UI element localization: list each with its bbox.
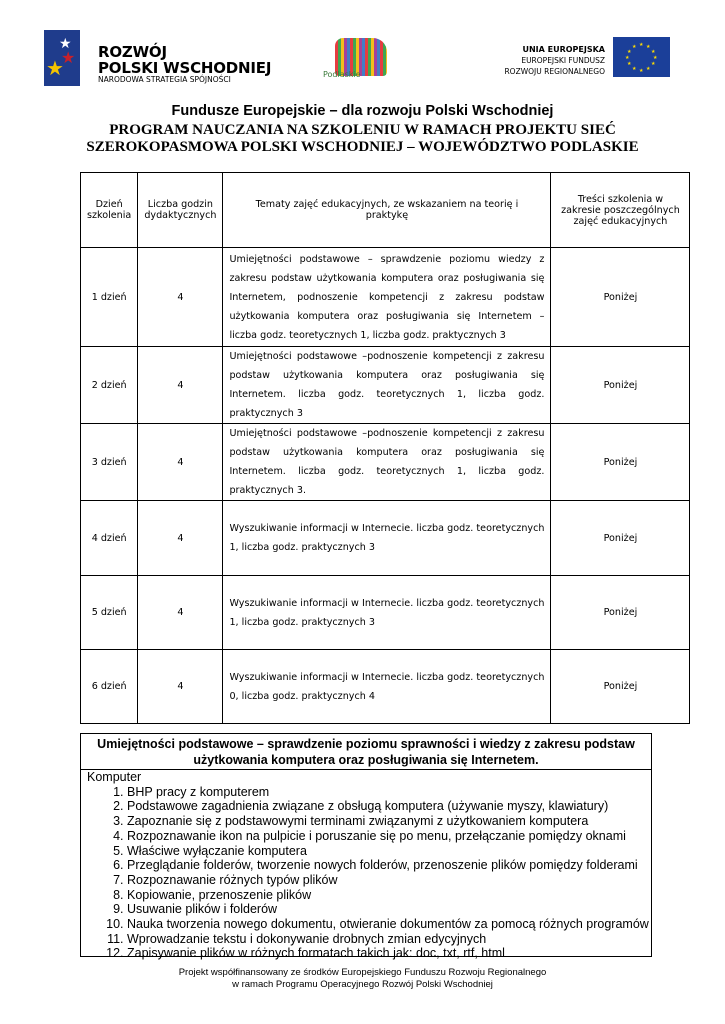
document-title: Fundusze Europejskie – dla rozwoju Polski Wschodniej — [171, 103, 554, 119]
cell-topic: Wyszukiwanie informacji w Internecie. liczba godz. teoretycznych 1, liczba godz. praktycznych 3 — [223, 501, 551, 576]
cell-hours: 4 — [138, 650, 223, 724]
program-title-line1: PROGRAM NAUCZANIA NA SZKOLENIU W RAMACH PROJEKTU SIEĆ — [109, 122, 616, 138]
table-row — [81, 576, 690, 650]
table-row — [81, 650, 690, 724]
cell-day: 2 dzień — [81, 347, 138, 424]
header-hours: Liczba godzin dydaktycznych — [138, 173, 223, 248]
cell-content: Poniżej — [551, 576, 690, 650]
skills-section — [80, 733, 652, 961]
header-topics: Tematy zajęć edukacyjnych, ze wskazaniem na teorię i praktykę — [223, 173, 551, 248]
cell-topic: Umiejętności podstawowe –podnoszenie kompetencji z zakresu podstaw użytkowania komputera oraz posługiwania się Internetem. liczba godz. teoretycznych 1, liczba godz. praktycznych 3 — [223, 347, 551, 424]
cell-hours: 4 — [138, 248, 223, 347]
table-row — [81, 501, 690, 576]
cell-hours: 4 — [138, 501, 223, 576]
eu-line2: EUROPEJSKI FUNDUSZ — [521, 56, 605, 65]
list-item: 4. Rozpoznawanie ikon na pulpicie i poruszanie się po menu, przełączanie pomiędzy oknami — [127, 829, 651, 844]
cell-day: 1 dzień — [81, 248, 138, 347]
program-table — [80, 172, 690, 724]
cell-day: 4 dzień — [81, 501, 138, 576]
logo-left-tagline: NARODOWA STRATEGIA SPÓJNOŚCI — [98, 75, 231, 84]
list-item: 5. Właściwe wyłączanie komputera — [127, 844, 651, 859]
topic-list — [81, 785, 651, 961]
program-title-line2: SZEROKOPASMOWA POLSKI WSCHODNIEJ – WOJEWÓDZTWO PODLASKIE — [86, 139, 639, 155]
cell-content: Poniżej — [551, 501, 690, 576]
table-header-row — [81, 173, 690, 248]
logo-left-text — [98, 44, 271, 76]
logo-left-line1: ROZWÓJ — [98, 43, 167, 61]
cell-day: 5 dzień — [81, 576, 138, 650]
list-item: 8. Kopiowanie, przenoszenie plików — [127, 888, 651, 903]
table-row — [81, 347, 690, 424]
section-heading: Umiejętności podstawowe – sprawdzenie poziomu sprawności i wiedzy z zakresu podstaw użytkowania komputera oraz posługiwania się Internetem. — [81, 734, 651, 770]
footer-line1: Projekt współfinansowany ze środków Europejskiego Funduszu Rozwoju Regionalnego — [178, 967, 547, 978]
eu-line1: UNIA EUROPEJSKA — [522, 45, 605, 54]
table-row — [81, 248, 690, 347]
cell-hours: 4 — [138, 347, 223, 424]
program-title — [0, 122, 725, 156]
cell-content: Poniżej — [551, 347, 690, 424]
cell-content: Poniżej — [551, 248, 690, 347]
cell-hours: 4 — [138, 576, 223, 650]
footer — [0, 967, 725, 991]
cell-content: Poniżej — [551, 650, 690, 724]
cell-day: 6 dzień — [81, 650, 138, 724]
list-item: 7. Rozpoznawanie różnych typów plików — [127, 873, 651, 888]
list-item: 2. Podstawowe zagadnienia związane z obsługą komputera (używanie myszy, klawiatury) — [127, 799, 651, 814]
list-item: 10. Nauka tworzenia nowego dokumentu, otwieranie dokumentów za pomocą różnych programów — [127, 917, 651, 932]
cell-topic: Wyszukiwanie informacji w Internecie. liczba godz. teoretycznych 1, liczba godz. praktycznych 3 — [223, 576, 551, 650]
header-day: Dzień szkolenia — [81, 173, 138, 248]
list-item: 9. Usuwanie plików i folderów — [127, 902, 651, 917]
eu-text — [490, 44, 605, 77]
podlaskie-label: Podlaskie — [323, 70, 361, 79]
cell-topic: Umiejętności podstawowe – sprawdzenie poziomu wiedzy z zakresu podstaw użytkowania komputera oraz posługiwania się Internetem, podnoszenie kompetencji z zakresu podstaw użytkowania komputera oraz posługiwania się Internetem – liczba godz. teoretycznych 1, liczba godz. praktycznych 3 — [223, 248, 551, 347]
logo-left-line2: POLSKI WSCHODNIEJ — [98, 59, 272, 77]
cell-content: Poniżej — [551, 424, 690, 501]
cell-hours: 4 — [138, 424, 223, 501]
eu-flag-icon: ★ ★ ★ ★ ★ ★ ★ ★ ★ ★ ★ ★ — [613, 37, 670, 77]
section-subheading: Komputer — [87, 770, 142, 784]
list-item: 12. Zapisywanie plików w różnych formatach takich jak: doc, txt, rtf, html — [127, 946, 651, 961]
cell-day: 3 dzień — [81, 424, 138, 501]
header-content: Treści szkolenia w zakresie poszczególnych zajęć edukacyjnych — [551, 173, 690, 248]
cell-topic: Umiejętności podstawowe –podnoszenie kompetencji z zakresu podstaw użytkowania komputera oraz posługiwania się Internetem. liczba godz. teoretycznych 1, liczba godz. praktycznych 3. — [223, 424, 551, 501]
list-item: 11. Wprowadzanie tekstu i dokonywanie drobnych zmian edycyjnych — [127, 932, 651, 947]
table-row — [81, 424, 690, 501]
eu-line3: ROZWOJU REGIONALNEGO — [504, 67, 605, 76]
list-item: 3. Zapoznanie się z podstawowymi terminami związanymi z użytkowaniem komputera — [127, 814, 651, 829]
footer-line2: w ramach Programu Operacyjnego Rozwój Polski Wschodniej — [232, 979, 493, 990]
cell-topic: Wyszukiwanie informacji w Internecie. liczba godz. teoretycznych 0, liczba godz. praktycznych 4 — [223, 650, 551, 724]
list-item: 6. Przeglądanie folderów, tworzenie nowych folderów, przenoszenie plików pomiędzy folderami — [127, 858, 651, 873]
list-item: 1. BHP pracy z komputerem — [127, 785, 651, 800]
rozwoj-polski-wschodniej-logo-icon: ★ ★ ★ — [44, 30, 80, 86]
